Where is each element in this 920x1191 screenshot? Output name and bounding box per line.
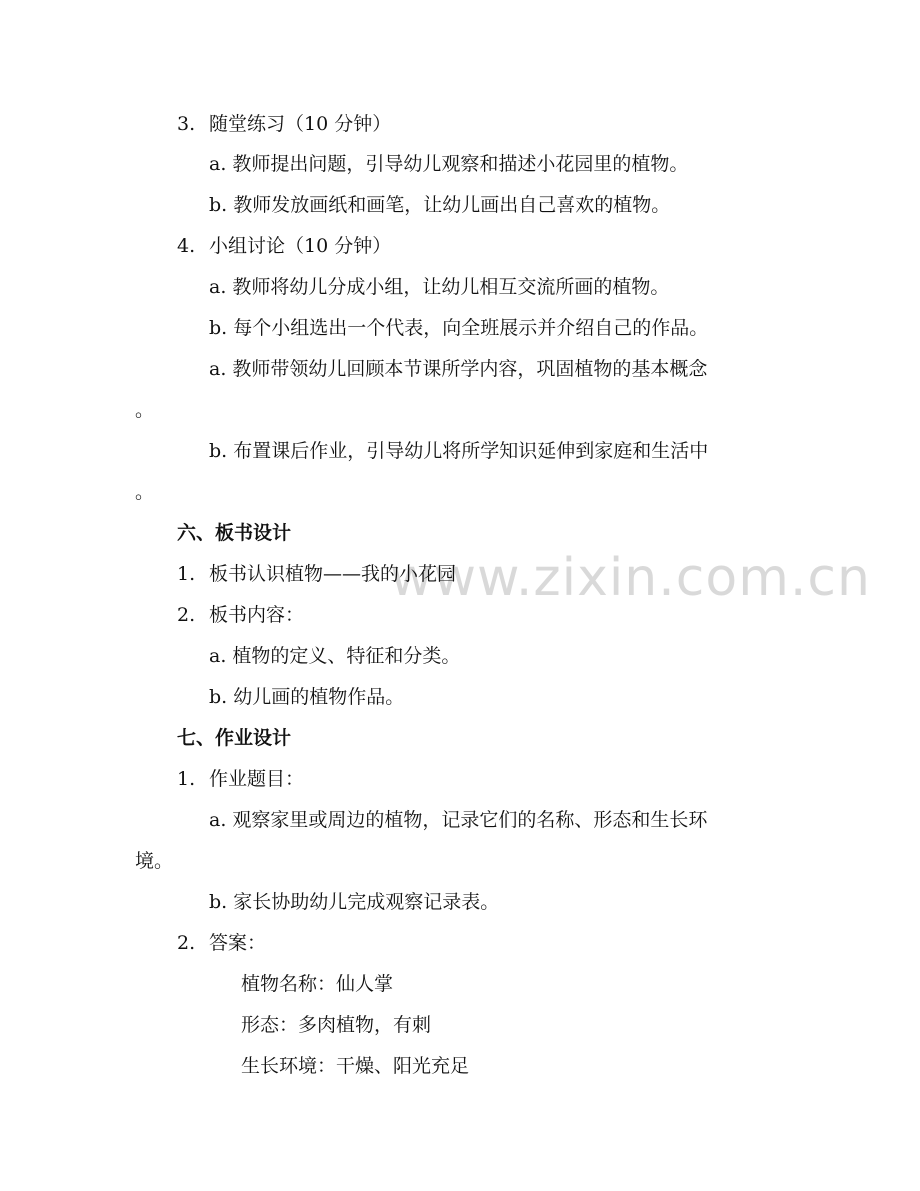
watermark: www.zixin.com.cn xyxy=(390,548,871,608)
list-number: 4. xyxy=(177,235,196,257)
list-text: 板书内容： xyxy=(209,604,305,626)
sub-item-7a: a. 观察家里或周边的植物，记录它们的名称、形态和生长环 xyxy=(209,809,708,831)
sub-item-3b: b. 教师发放画纸和画笔，让幼儿画出自己喜欢的植物。 xyxy=(209,194,671,216)
sub-item-3a: a. 教师提出问题，引导幼儿观察和描述小花园里的植物。 xyxy=(209,153,689,175)
sub-item-7a-tail: 境。 xyxy=(135,850,174,872)
section-heading-6: 六、板书设计 xyxy=(177,522,292,544)
summary-b-tail: 。 xyxy=(135,481,155,503)
list-text: 作业题目： xyxy=(209,768,305,790)
list-item-7-1 xyxy=(177,767,304,791)
list-text: 板书认识植物——我的小花园 xyxy=(209,563,457,585)
list-text: 小组讨论（10 分钟） xyxy=(209,235,392,257)
sub-item-7b: b. 家长协助幼儿完成观察记录表。 xyxy=(209,891,500,913)
answer-line-1: 植物名称：仙人掌 xyxy=(241,973,394,995)
sub-item-4a: a. 教师将幼儿分成小组，让幼儿相互交流所画的植物。 xyxy=(209,276,670,298)
list-text: 随堂练习（10 分钟） xyxy=(209,113,392,135)
list-text: 答案： xyxy=(209,932,267,954)
list-item-4 xyxy=(177,234,391,258)
summary-a-tail: 。 xyxy=(135,399,155,421)
summary-a: a. 教师带领幼儿回顾本节课所学内容，巩固植物的基本概念 xyxy=(209,358,708,380)
list-number: 2. xyxy=(177,932,196,954)
answer-line-3: 生长环境：干燥、阳光充足 xyxy=(241,1055,470,1077)
section-heading-7: 七、作业设计 xyxy=(177,727,292,749)
list-number: 1. xyxy=(177,563,196,585)
sub-item-6a: a. 植物的定义、特征和分类。 xyxy=(209,645,461,667)
list-item-3 xyxy=(177,112,391,136)
summary-b: b. 布置课后作业，引导幼儿将所学知识延伸到家庭和生活中 xyxy=(209,440,709,462)
list-number: 2. xyxy=(177,604,196,626)
answer-line-2: 形态：多肉植物，有刺 xyxy=(241,1014,432,1036)
list-item-7-2 xyxy=(177,931,266,955)
list-number: 1. xyxy=(177,768,196,790)
list-number: 3. xyxy=(177,113,196,135)
list-item-6-2 xyxy=(177,603,304,627)
sub-item-4b: b. 每个小组选出一个代表，向全班展示并介绍自己的作品。 xyxy=(209,317,709,339)
sub-item-6b: b. 幼儿画的植物作品。 xyxy=(209,686,405,708)
list-item-6-1 xyxy=(177,562,456,586)
